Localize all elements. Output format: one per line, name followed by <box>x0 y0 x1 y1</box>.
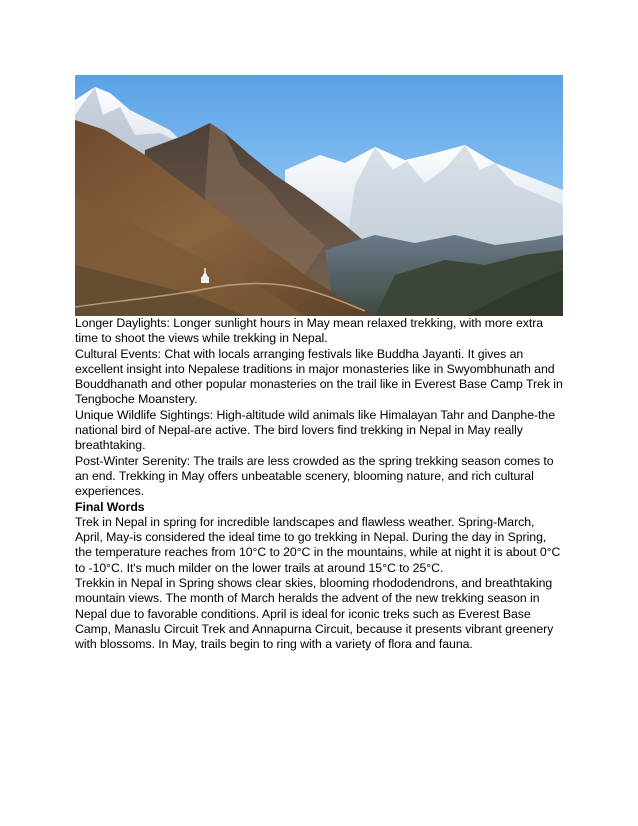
article-body <box>75 316 563 653</box>
paragraph-spring-intro: Trek in Nepal in spring for incredible landscapes and flawless weather. Spring-March, April, May-is considered the ideal time to go trekking in Nepal. During the day in Spring, the temperature reaches from 10°C to 20°C in the mountains, while at night it is about 0°C to -10°C. It's much milder on the lower trails at around 15°C to 25°C. <box>75 514 561 575</box>
paragraph-spring-details: Trekkin in Nepal in Spring shows clear skies, blooming rhododendrons, and breathtaking mountain views. The month of March heralds the advent of the new trekking season in Nepal due to favorable conditions. April is ideal for iconic treks such as Everest Base Camp, Manaslu Circuit Trek and Annapurna Circuit, because it presents vibrant greenery with blossoms. In May, trails begin to ring with a variety of flora and fauna. <box>75 576 554 652</box>
paragraph-cultural-events: Cultural Events: Chat with locals arranging festivals like Buddha Jayanti. It gives an excellent insight into Nepalese traditions in major monasteries like in Swyombhunath and Bouddhanath and other popular monasteries on the trail like in Everest Base Camp Trek in Tengboche Moanstery. <box>75 346 563 407</box>
paragraph-post-winter: Post-Winter Serenity: The trails are less crowded as the spring trekking season comes to an end. Trekking in May offers unbeatable scenery, blooming nature, and rich cultural experiences. <box>75 453 554 499</box>
paragraph-unique-wildlife: Unique Wildlife Sightings: High-altitude wild animals like Himalayan Tahr and Danphe-the national bird of Nepal-are active. The bird lovers find trekking in Nepal in May really breathtaking. <box>75 407 555 453</box>
himalayan-mountain-photo <box>75 75 563 316</box>
paragraph-longer-daylights: Longer Daylights: Longer sunlight hours in May mean relaxed trekking, with more extra time to shoot the views while trekking in Nepal. <box>75 316 544 346</box>
final-words-heading: Final Words <box>75 499 145 514</box>
